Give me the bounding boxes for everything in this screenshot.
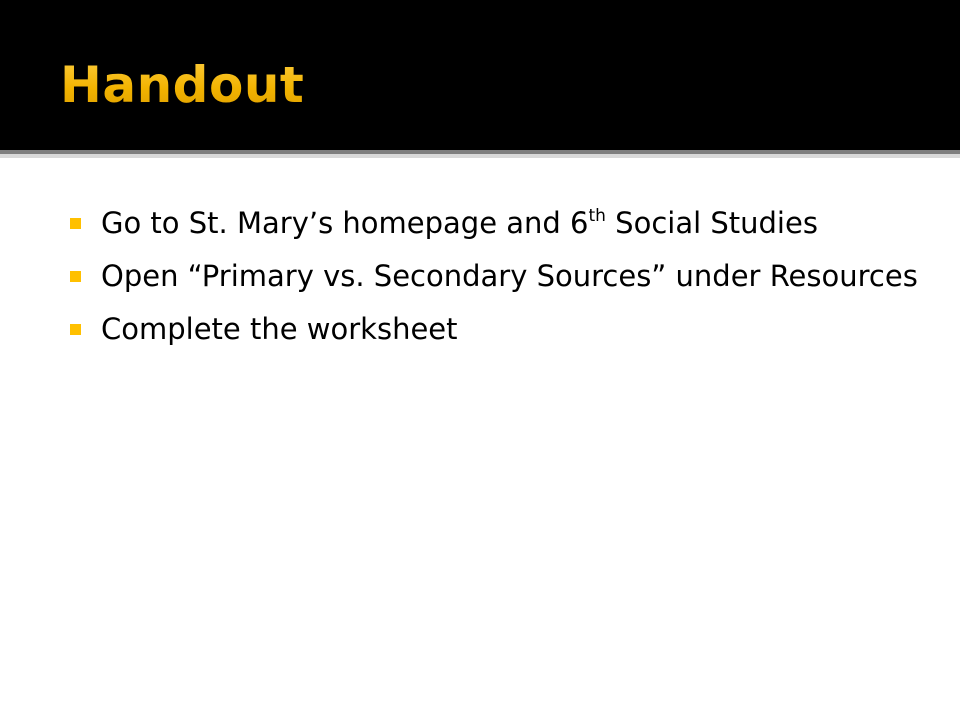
bullet-item-worksheet [60, 306, 920, 353]
square-bullet-icon [70, 218, 81, 229]
slide-title: Handout [60, 50, 304, 120]
ordinal-suffix: th [588, 206, 606, 226]
bullet-item-open-sources [60, 253, 920, 300]
bullet-text: Open “Primary vs. Secondary Sources” under Resources [101, 259, 918, 293]
bullet-text-part: Go to St. Mary’s homepage and 6 [101, 206, 589, 240]
square-bullet-icon [70, 324, 81, 335]
bullet-list [60, 200, 920, 359]
title-divider-light [0, 154, 960, 158]
title-band [0, 0, 960, 150]
bullet-text-part: Social Studies [605, 206, 818, 240]
bullet-item-homepage [60, 200, 920, 247]
square-bullet-icon [70, 271, 81, 282]
bullet-text: Complete the worksheet [101, 312, 458, 346]
